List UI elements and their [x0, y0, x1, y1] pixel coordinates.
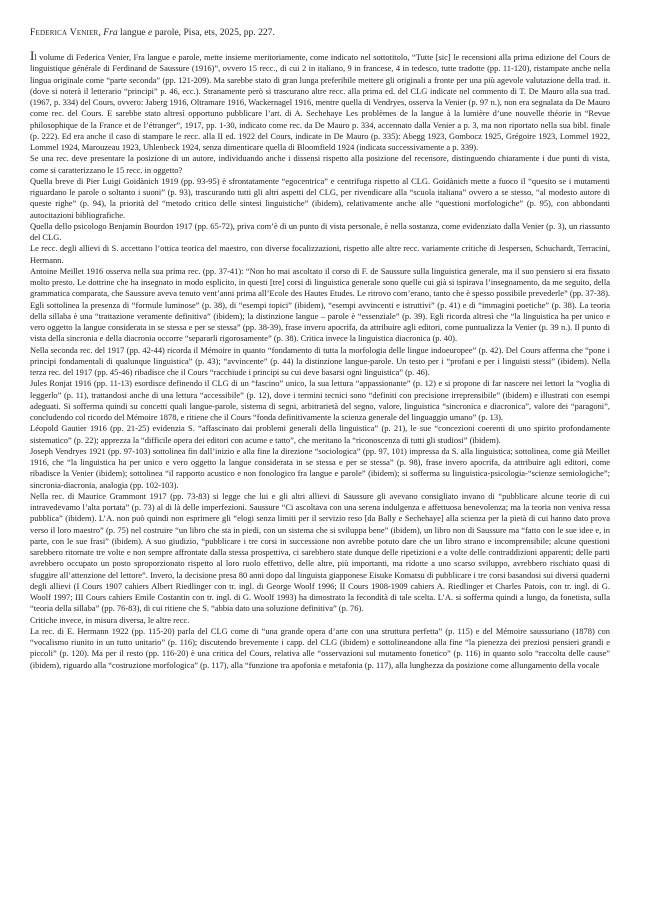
- paragraph-grammont: Nella rec. di Maurice Grammont 1917 (pp. 73-83) si legge che lui e gli altri allievi di Saussure gli avevano consigliato invano di “pubblicare alcune teorie di cui intravedevamo l’alta portata” (p. 73) al di là delle imperfezioni. Saussure “Ci ascoltava con una serena indulgenza e affettuosa benevolenza; ma la teoria non veniva ressa pubblica” (ibidem). L’A. non può quindi non esprimere gli “elogi senza limiti per il servizio reso [da Bally e Sechehaye] alla scienza per la pietà di cui hanno dato prova verso il loro maestro” (p. 75) nel costruire “un libro che sta in piedi, con un sistema che si sviluppa bene” (ibidem), un libro non di Saussure ma “fatto con le sue idee e, in parte, con le sue frasi” (ibidem). A suo giudizio, “pubblicare i tre corsi in successione non avrebbe potuto dare che un libro strano e incomprensibile; alcune questioni sarebbero ritornate tre volte e non sempre affrontate dalla stessa prospettiva, ci sarebbero state dunque delle ripetizioni e a volte delle contraddizioni apparenti; delle parti avrebbero occupato un posto sproporzionato rispetto al loro ruolo effettivo, delle altre, più importanti, ma ridotte a uno scarso sviluppo, avrebbero rischiato quasi di sfuggire all’attenzione del lettore”. Invero, la decisione presa 80 anni dopo dal linguista giapponese Eisuke Komatsu di pubblicare i tre corsi basandosi sui diversi quaderni degli allievi (I Cours 1907 cahiers Albert Riedlinger con tr. ingl. di George Woolf 1996; II Cours 1908-1909 cahiers A. Riedlinger et Charles Patois, con tr. ingl. di G. Woolf 1997; III Cours cahiers Emile Costantin con tr. ingl. di G. Woolf 1993) ha dimostrato la fecondità di tale scelta. L’A. si sofferma quindi a lungo, da fonetista, sulla “teoria della sillaba” (pp. 76-83), di cui ritiene che S. “abbia dato una soluzione definitiva” (p. 76).: [30, 490, 610, 614]
- paragraph-question: Se una rec. deve presentare la posizione di un autore, individuando anche i dissensi rispetto alla posizione del recensore, distinguendo chiaramente i due punti di vista, come si caratterizzano le 15 recc. in oggetto?: [30, 153, 610, 175]
- paragraph-goidanich: Quella breve di Pier Luigi Goidànich 1919 (pp. 93-95) è sfrontatamente “egocentrica” e centrifuga rispetto al CLG. Goidànich mette a fuoco il “quesito se i mutamenti riguardano le parole o soltanto i suoni” (p. 93), trascurando tutti gli altri aspetti del CLG, per rivendicare alla “scuola italiana” ovvero a se stesso, “al modesto autore di queste righe” (p. 94), la priorità del “metodo critico delle sintesi linguistiche” (ibidem), relativamente anche alle “questioni morfologiche” (p. 95), con abbondanti autocitazioni bibliografiche.: [30, 175, 610, 220]
- paragraph-meillet-2: Nella seconda rec. del 1917 (pp. 42-44) ricorda il Mémoire in quanto “fondamento di tutta la morfologia delle lingue indoeuropee” (p. 42). Del Cours afferma che “pone i principi fondamentali di qualunque linguistica” (p. 43); “avvincente” (p. 44) la distinzione langue-parole. Un testo per i “profani e per i linguisti stessi” (ibidem). Nella terza rec. del 1917 (pp. 45-46) ribadisce che il Cours “racchiude i principi su cui deve basarsi ogni linguistica” (p. 46).: [30, 344, 610, 377]
- review-title-middle: langue: [120, 27, 146, 38]
- paragraph-students: Le recc. degli allievi di S. accettano l’ottica teorica del maestro, con diverse focalizzazioni, rispetto alle altre recc. variamente critiche di Jespersen, Schuchardt, Terracini, Hermann.: [30, 243, 610, 265]
- review-title-italic-2: e: [148, 27, 153, 38]
- review-author: Federica Venier: [30, 27, 99, 38]
- paragraph-bourdon: Quella dello psicologo Benjamin Bourdon 1917 (pp. 65-72), priva com’è di un punto di vista personale, è nella sostanza, come evidenziato dalla Venier (p. 3), un riassunto del CLG.: [30, 220, 610, 242]
- review-title-post: parole, Pisa, ets, 2025, pp. 227.: [154, 27, 275, 38]
- paragraph-critics: Critiche invece, in misura diversa, le altre recc.: [30, 614, 190, 625]
- review-title-pre: ,: [98, 27, 101, 38]
- paragraph-meillet-1: Antoine Meillet 1916 osserva nella sua prima rec. (pp. 37-41): “Non ho mai ascoltato il corso di F. de Saussure sulla linguistica generale, ma il suo pensiero si era fissato molto presto. Le dottrine che ha insegnato in modo esplicito, in questi [tre] corsi di linguistica generale sono quelle cui già si ispirava l’insegnamento, da me seguito, della grammatica comparata, che Saussure aveva tenuto vent’anni prima all’Ecole des Hautes Etudes. Le ritrovo com’erano, tanto che è spesso possibile prevederle” (pp. 37-38). Egli sottolinea la presenza di “formule luminose” (p. 38), di “esempi topici” (ibidem), “esempi avvincenti e istruttivi” (p. 41) e di “immagini poetiche” (p. 38). La teoria della sillaba è una “trattazione veramente definitiva” (ibidem); la distinzione langue – parole è “essenziale” (p. 39). Egli ricorda altresì che “la linguistica ha per unico e vero oggetto la langue considerata in se stessa e per se stessa” (pp. 38-39), frase invero apocrifa, da attribuire agli editori, come puntualizza la Venier (p. 39 n.). Il punto di vista della sincronia e della diacronia occorre “separarli rigorosamente” (p. 38). Critica invece la linguistica diacronica (p. 40).: [30, 265, 610, 344]
- review-title-italic-1: Fra: [103, 27, 118, 38]
- paragraph-vendryes: Joseph Vendryes 1921 (pp. 97-103) sottolinea fin dall’inizio e alla fine la direzione “sociologica” (pp. 97, 101) impressa da S. alla linguistica; sottolinea, come già Meillet 1916, che “la linguistica ha per unico e vero oggetto la langue considerata in se stessa e per se stessa” (p. 98), frase invero apocrifa, da attribuire agli editori, come ribadisce la Venier (ibidem); sottolinea “il rapporto acustico e non fonologico fra langue e parole” (ibidem); si sofferma su linguistica-psicologia-“scienze semiologiche”; sincronia-diacronia, analogia (pp. 102-103).: [30, 445, 610, 490]
- paragraph-ronjat: Jules Ronjat 1916 (pp. 11-13) esordisce definendo il CLG di un “fascino” unico, la sua lettura “appassionante” (p. 12) e si propone di far nascere nei lettori la “voglia di leggerlo” (p. 11), trattandosi anche di una lettura “accessibile” (p. 12), dove i termini tecnici sono “definiti con precisione irreprensibile” (ibidem) e illustrati con esempi adeguati. Si sofferma quindi su concetti quali langue-parole, sistema di segni, arbitrarietà del segno, valore, linguistica “sincronica e diacronica”, valore dei “paragoni”, concludendo col ricordo del Mémoire 1878, e ritiene che il Cours “fonda definitivamente la scienza generale del linguaggio umano” (p. 13).: [30, 378, 610, 422]
- paragraph-intro: Il volume di Federica Venier, Fra langue e parole, mette insieme meritoriamente, come indicato nel sottotitolo, “Tutte [sic] le recensioni alla prima edizione del Cours de linguistique générale di Ferdinand de Saussure (1916)”, ovvero 15 recc., di cui 2 in italiano, 9 in francese, 4 in tedesco, tutte tradotte (pp. 11-120), ristampate anche nella lingua originale come “parte seconda” (pp. 121-209). Ma sarebbe stato di gran lunga preferibile mettere gli originali a fronte per una più agevole valutazione della trad. it. (dove si noterà il letterario “principi” p. 46, ecc.). Stranamente però si trascurano altre recc. alla prima ed. del CLG indicate nel commento di T. De Mauro alla sua trad. (1967, p. 334) del Cours, ovvero: Jaberg 1916, Oltramare 1916, Wackernagel 1916, mentre quella di Vendryes, osserva la Venier (p. 97 n.), non era segnalata da De Mauro come rec. del Cours. E sarebbe stato altresì opportuno pubblicare l’art. di A. Sechehaye Les problèmes de la langue à la lumière d’une nouvelle théorie in “Revue philosophique de la France et de l’étranger”, 1917, pp. 1-30, indicato come rec. da De Mauro p. 334, accennato dalla Venier a p. 3, ma non riportato nella sua bibl. finale (p. 222). Ed era anche il caso di stampare le recc. alla II ed. 1922 del Cours, indicate in De Mauro (p. 335): Abegg 1923, Gombocz 1925, Grégoire 1923, Lommel 1922, Lommel 1924, Marouzeau 1923, Uhlenbeck 1924, senza dimenticare quella di Bloomfield 1924 (indicata successivamente a p. 339).: [30, 48, 610, 152]
- paragraph-gautier: Léopold Gautier 1916 (pp. 21-25) evidenzia S. “affascinato dai problemi generali della linguistica” (p. 21), le sue “concezioni coerenti di uno spirito profondamente sistematico” (p. 22); apprezza la “difficile opera dei editori con acume e tatto”, che meritano la “riconoscenza di tutti gli studiosi” (ibidem).: [30, 423, 610, 445]
- review-header: [30, 27, 610, 39]
- paragraph-hermann: La rec. di E. Hermann 1922 (pp. 115-20) parla del CLG come di “una grande opera d’arte con una struttura perfetta” (p. 115) e del Mémoire saussuriano (1878) con “vocalismo riunito in un tutto unitario” (p. 116); discutendo brevemente i capp. del CLG (ibidem) e sottolineandone alla fine “la pienezza dei preziosi pensieri grandi e piccoli” (p. 120). Ma per il resto (pp. 116-20) è una critica del Cours, relativa alle “osservazioni sul mutamento fonetico” (p. 116) in quanto solo “raccolta delle cause” (ibidem), riguardo alla “costruzione morfologica” (p. 117), alla “funzione tra apofonia e metafonia (p. 117), alla lunghezza da posizione come allungamento della vocale: [30, 625, 610, 670]
